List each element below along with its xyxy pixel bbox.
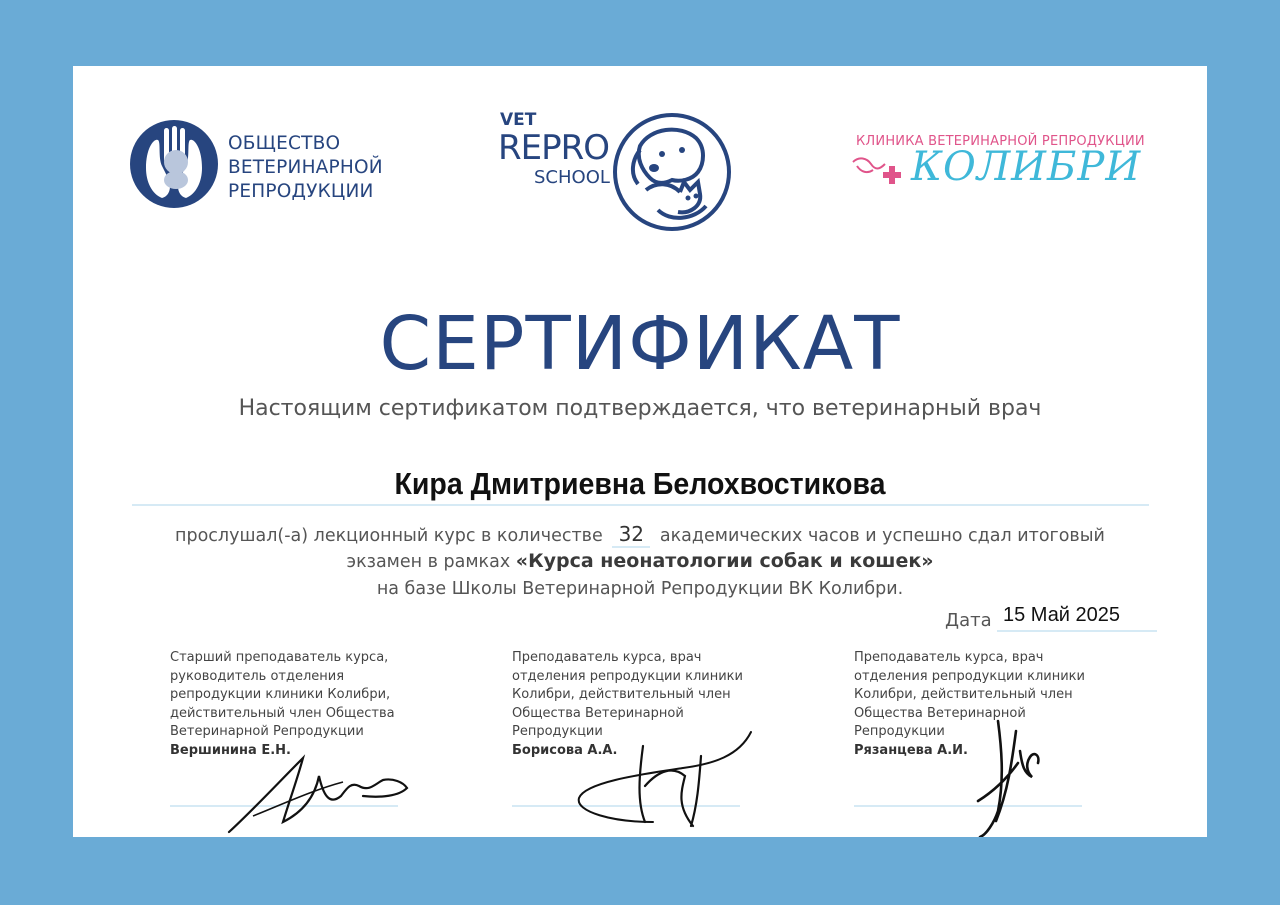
- school-vet: VET: [500, 110, 537, 130]
- date-label: Дата: [945, 610, 992, 631]
- signatory-1-name: Вершинина Е.Н.: [170, 742, 291, 758]
- school-logo: [498, 110, 738, 235]
- signatory-1-role-4: действительный член Общества: [170, 705, 395, 721]
- signatory-3-role-3: Колибри, действительный член: [854, 687, 1073, 702]
- certificate-title: СЕРТИФИКАТ: [379, 301, 901, 387]
- signature-3-icon: [968, 711, 1058, 837]
- signatory-3-role-5: Репродукции: [854, 724, 945, 739]
- recipient-underline: [132, 504, 1149, 506]
- signatory-2-role-3: Колибри, действительный член: [512, 687, 731, 702]
- signatory-2-role-4: Общества Ветеринарной: [512, 705, 684, 721]
- signatory-2-name: Борисова А.А.: [512, 742, 618, 758]
- certificate-sheet: [73, 66, 1207, 837]
- hours-count: 32: [612, 522, 650, 548]
- signature-1-icon: [223, 746, 423, 837]
- course-line-2: [73, 550, 1207, 572]
- course-line-1: [73, 522, 1207, 548]
- society-line-2: ВЕТЕРИНАРНОЙ: [228, 157, 383, 178]
- signatory-2-role-1: Преподаватель курса, врач: [512, 650, 702, 665]
- course-line-3: на базе Школы Ветеринарной Репродукции ВК Колибри.: [376, 579, 904, 599]
- society-line-3: РЕПРОДУКЦИИ: [228, 181, 374, 202]
- course-line-2-before: экзамен в рамках: [346, 552, 511, 572]
- society-logo: [128, 118, 408, 210]
- society-line-1: ОБЩЕСТВО: [228, 133, 341, 154]
- signatory-1-role-5: Ветеринарной Репродукции: [170, 724, 364, 739]
- hummingbird-cross-icon: [849, 148, 911, 198]
- school-repro: REPRO: [498, 128, 609, 168]
- signatory-1-role-1: Старший преподаватель курса,: [170, 650, 389, 665]
- signatory-3-role-2: отделения репродукции клиники: [854, 668, 1085, 684]
- date-value: 15 Май 2025: [997, 604, 1157, 632]
- recipient-name: Кира Дмитриевна Белохвостикова: [394, 466, 886, 501]
- signatory-3-role-4: Общества Ветеринарной: [854, 705, 1026, 721]
- signature-2-icon: [573, 726, 763, 836]
- signatory-3-role-1: Преподаватель курса, врач: [854, 650, 1044, 665]
- dog-cat-icon: [610, 110, 734, 234]
- school-school: SCHOOL: [534, 167, 610, 188]
- course-line-1-after: академических часов и успешно сдал итоговый: [659, 526, 1105, 546]
- society-emblem-icon: [128, 118, 220, 210]
- signatory-1: [170, 649, 410, 760]
- signatory-1-role-2: руководитель отделения: [170, 668, 345, 684]
- course-title: «Курса неонатологии собак и кошек»: [515, 550, 934, 572]
- signatory-1-role-3: репродукции клиники Колибри,: [170, 687, 391, 702]
- clinic-logo: [849, 134, 1149, 204]
- signatory-2-role-5: Репродукции: [512, 724, 603, 739]
- certificate-subtitle: Настоящим сертификатом подтверждается, что ветеринарный врач: [238, 396, 1042, 421]
- course-line-1-before: прослушал(-а) лекционный курс в количестве: [175, 526, 603, 546]
- signatory-2-role-2: отделения репродукции клиники: [512, 668, 743, 684]
- signatory-3-name: Рязанцева А.И.: [854, 742, 968, 758]
- clinic-name: КОЛИБРИ: [911, 144, 1142, 190]
- clinic-subtitle: КЛИНИКА ВЕТЕРИНАРНОЙ РЕПРОДУКЦИИ: [856, 134, 1145, 149]
